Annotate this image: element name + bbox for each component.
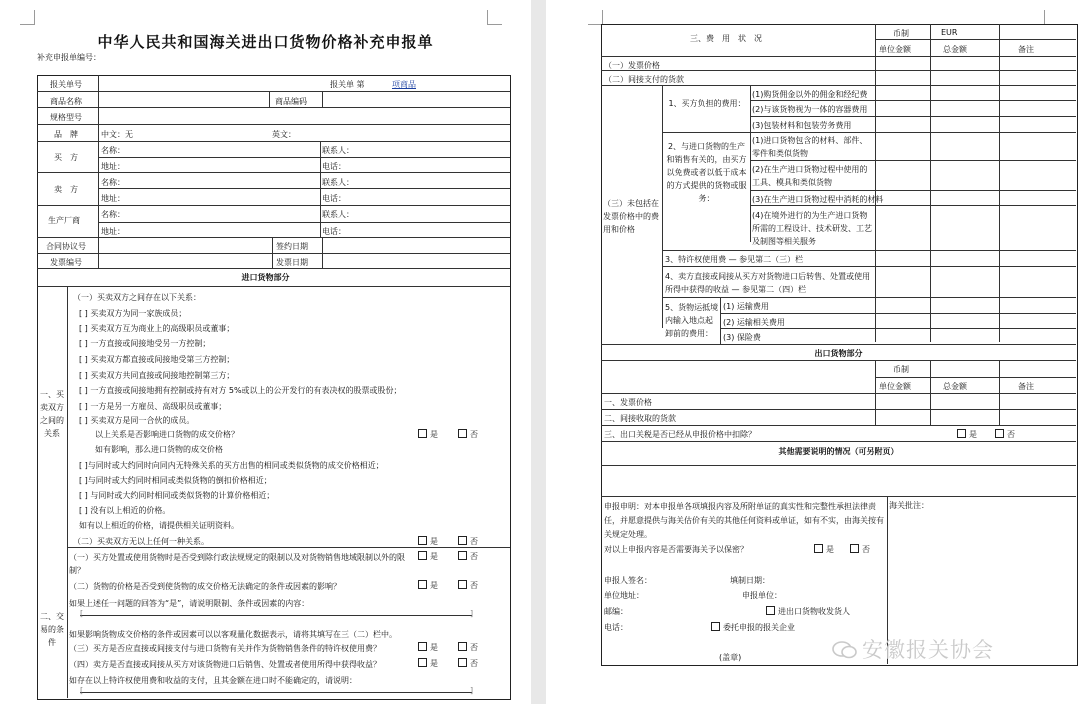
export-currency-label: 币制 xyxy=(893,365,909,374)
checkbox[interactable] xyxy=(850,544,859,553)
no-label: 否 xyxy=(470,659,478,668)
trade-line-1: （二）货物的价格是否受到使货物的成交价格无法确定的条件或因素的影响？ xyxy=(69,582,341,591)
yes-label: 是 xyxy=(430,643,438,652)
no-label: 否 xyxy=(862,545,870,554)
no-label: 否 xyxy=(1007,430,1015,439)
signer-label: 申报人签名： xyxy=(604,576,652,585)
no-relation-yes[interactable] xyxy=(418,536,438,547)
checkbox[interactable] xyxy=(458,551,467,560)
other-info-heading: 其他需要说明的情况（可另附页） xyxy=(778,447,899,456)
export-col-total: 总金额 xyxy=(943,382,967,391)
seller-phone: 电话： xyxy=(322,194,346,203)
checkbox[interactable] xyxy=(458,642,467,651)
confidential-yes[interactable] xyxy=(814,544,834,555)
export-section-heading: 出口货物部分 xyxy=(814,349,863,358)
buyer-cost-1: (1)购货佣金以外的佣金和经纪费 xyxy=(752,90,868,99)
relation-line-10: 如有影响，那么进口货物的成交价格 xyxy=(95,445,223,454)
label-declaration-ref: 报关单 第 xyxy=(330,80,365,89)
label-brand: 品 牌 xyxy=(54,130,78,139)
no-label: 否 xyxy=(470,537,478,546)
manufacturer-phone: 电话： xyxy=(322,227,346,236)
row-invoice-price: （一）发票价格 xyxy=(604,61,660,70)
yes-label: 是 xyxy=(430,430,438,439)
free-supply-2: (2)在生产进口货物过程中使用的工具、模具和类似货物 xyxy=(752,165,868,187)
export-row-duty: 三、出口关税是否已经从申报价格中扣除？ xyxy=(604,430,756,439)
trade-line-3: 如果影响货物成交价格的条件或因素可以以客观量化数据表示，请将其填写在三（二）栏中。 xyxy=(69,630,397,639)
buyer-contact: 联系人： xyxy=(322,146,354,155)
buyer-name: 名称： xyxy=(101,146,125,155)
free-supply-1: (1)进口货物包含的材料、部件、零件和类似货物 xyxy=(752,136,868,158)
declaration-statement: 申报申明：对本申报单各项填报内容及所附单证的真实性和完整性承担法律责任，并愿意提供与海关估价有关的其他任何资料或单证，如有不实，由海关按有关规定处理。 xyxy=(604,502,884,539)
manufacturer-contact: 联系人： xyxy=(322,210,354,219)
buyer-cost-3: (3)包装材料和包装劳务费用 xyxy=(752,121,852,130)
trade-royalty-no[interactable] xyxy=(458,642,478,653)
free-supply-3: (3)在生产进口货物过程中消耗的材料 xyxy=(752,195,884,204)
explanation-field-close-0: ] xyxy=(470,609,474,618)
relation-line-12: [ ]与同时或大约同时相同或类似货物的倒扣价格相近； xyxy=(79,476,272,485)
label-contract-no: 合同协议号 xyxy=(46,242,86,251)
checkbox[interactable] xyxy=(458,580,467,589)
freight-3: (3) 保险费 xyxy=(723,333,761,342)
label-declaration-no: 报关单号 xyxy=(50,80,82,89)
trade-line-2: 如果上述任一问题的回答为“是”，请说明限制、条件或因素的内容： xyxy=(69,599,310,608)
trade-line-0: （一）买方处置或使用货物时是否受到除行政法规规定的限制以及对货物销售地域限制以外的限制？ xyxy=(69,553,405,575)
checkbox[interactable] xyxy=(418,551,427,560)
watermark-text: 安徽报关协会 xyxy=(862,638,994,662)
trade-line-5: （四）卖方是否直接或间接从买方对该货物进口后销售、处置或者使用所得中获得收益？ xyxy=(69,660,381,669)
export-col-note: 备注 xyxy=(1018,382,1034,391)
fill-date-label: 填制日期： xyxy=(730,576,770,585)
no-label: 否 xyxy=(470,430,478,439)
cost-title: 三、费 用 状 况 xyxy=(690,34,762,43)
checkbox[interactable] xyxy=(418,658,427,667)
relation-group-label: 一、买卖双方之间的关系 xyxy=(40,390,64,438)
explanation-field-open-1[interactable]: [ xyxy=(80,686,84,695)
no-label: 否 xyxy=(470,643,478,652)
freight-2: (2) 运输相关费用 xyxy=(723,318,785,327)
wechat-icon xyxy=(832,640,858,660)
confidential-no[interactable] xyxy=(850,544,870,555)
free-supply-4: (4)在境外进行的为生产进口货物所需的工程设计、技术研发、工艺及制图等相关服务 xyxy=(752,211,872,246)
relation-line-2: [ ] 买卖双方互为商业上的高级职员或董事； xyxy=(79,324,235,333)
buyer-address: 地址： xyxy=(101,162,125,171)
relation-line-0: （一）买卖双方之间存在以下关系： xyxy=(73,293,201,302)
row-freight: 5、货物运抵境内输入地点起卸前的费用： xyxy=(665,303,719,338)
relation-line-16: （二）买卖双方无以上任何一种关系。 xyxy=(73,537,209,546)
checkbox[interactable] xyxy=(418,642,427,651)
currency-value: EUR xyxy=(941,28,958,37)
no-label: 否 xyxy=(470,581,478,590)
export-col-unit: 单位金额 xyxy=(879,382,911,391)
brand-english: 英文： xyxy=(272,130,296,139)
phone-label: 电话： xyxy=(604,623,628,632)
row-proceeds: 4、卖方直接或间接从买方对货物进口后转售、处置或使用所得中获得的收益 — 参见第二（四）栏 xyxy=(665,272,871,294)
row-royalty: 3、特许权使用费 — 参见第二（三）栏 xyxy=(665,255,804,264)
checkbox[interactable] xyxy=(814,544,823,553)
label-item-no: 项商品 xyxy=(392,80,416,89)
export-duty-yes[interactable] xyxy=(957,429,977,440)
trade-proceeds-yes[interactable] xyxy=(418,658,438,669)
relation-line-7: [ ] 一方是另一方雇员、高级职员或董事； xyxy=(79,402,227,411)
seller-contact: 联系人： xyxy=(322,178,354,187)
yes-label: 是 xyxy=(430,537,438,546)
yes-label: 是 xyxy=(969,430,977,439)
trade-group-label: 二、交易的条件 xyxy=(40,612,64,647)
col-total-amount: 总金额 xyxy=(943,45,967,54)
label-invoice-date: 发票日期 xyxy=(276,258,308,267)
confidential-question: 对以上申报内容是否需要海关予以保密？ xyxy=(604,545,748,554)
relation-line-11: [ ]与同时或大约同时向同内无特殊关系的买方出售的相同或类似货物的成交价格相近； xyxy=(79,461,384,470)
row-free-supply: 2、与进口货物的生产和销售有关的，由买方以免费或者以低于成本的方式提供的货物或服务： xyxy=(666,142,747,203)
explanation-field-close-1: ] xyxy=(470,686,474,695)
seller-name: 名称： xyxy=(101,178,125,187)
form-page-left xyxy=(0,0,531,704)
trade-proceeds-no[interactable] xyxy=(458,658,478,669)
yes-label: 是 xyxy=(430,581,438,590)
form-page-right xyxy=(546,0,1080,704)
relation-line-9: 以上关系是否影响进口货物的成交价格？ xyxy=(95,430,239,439)
checkbox[interactable] xyxy=(458,536,467,545)
row-group-not-included: （三）未包括在发票价格中的费用和价格 xyxy=(603,199,659,234)
label-buyer: 买 方 xyxy=(54,153,78,162)
checkbox[interactable] xyxy=(458,429,467,438)
manufacturer-address: 地址： xyxy=(101,227,125,236)
relation-line-14: [ ] 没有以上相近的价格。 xyxy=(79,506,171,515)
checkbox[interactable] xyxy=(418,536,427,545)
buyer-cost-2: (2)与该货物视为一体的容器费用 xyxy=(752,105,868,114)
trade-line-4: （三）买方是否应直接或间接支付与进口货物有关并作为货物销售条件的特许权使用费？ xyxy=(69,644,381,653)
form-title: 中华人民共和国海关进出口货物价格补充申报单 xyxy=(97,33,434,51)
checkbox[interactable] xyxy=(418,429,427,438)
trade-restriction-no[interactable] xyxy=(458,551,478,562)
export-row-indirect: 二、间接收取的货款 xyxy=(604,414,676,423)
currency-label: 币制 xyxy=(893,29,909,38)
relation-line-8: [ ] 买卖双方是同一合伙的成员。 xyxy=(79,416,195,425)
relation-affects-no[interactable] xyxy=(458,429,478,440)
export-duty-no[interactable] xyxy=(995,429,1015,440)
declarer-unit-label: 申报单位： xyxy=(742,591,782,600)
trade-restriction-yes[interactable] xyxy=(418,551,438,562)
trade-royalty-yes[interactable] xyxy=(418,642,438,653)
form-number-label: 补充申报单编号： xyxy=(37,53,101,62)
seal-label: (盖章) xyxy=(719,653,742,662)
row-indirect-payment: （二）间接支付的货款 xyxy=(604,75,684,84)
yes-label: 是 xyxy=(826,545,834,554)
label-manufacturer: 生产厂商 xyxy=(48,216,80,225)
agent-option[interactable] xyxy=(711,622,795,633)
brand-chinese: 中文：无 xyxy=(101,130,133,139)
relation-line-5: [ ] 买卖双方共同直接或间接地控制第三方； xyxy=(79,371,235,380)
checkbox[interactable] xyxy=(711,622,720,631)
export-row-invoice: 一、发票价格 xyxy=(604,398,652,407)
checkbox[interactable] xyxy=(957,429,966,438)
label-sign-date: 签约日期 xyxy=(276,242,308,251)
label-spec: 规格型号 xyxy=(50,113,82,122)
relation-line-4: [ ] 买卖双方都直接或间接地受第三方控制； xyxy=(79,355,235,364)
no-label: 否 xyxy=(470,552,478,561)
manufacturer-name: 名称： xyxy=(101,210,125,219)
label-goods-code: 商品编码 xyxy=(275,97,307,106)
checkbox[interactable] xyxy=(995,429,1004,438)
label-goods-name: 商品名称 xyxy=(50,97,82,106)
relation-line-13: [ ] 与同时或大约同时相同或类似货物的计算价格相近； xyxy=(79,491,275,500)
postcode-label: 邮编： xyxy=(604,607,628,616)
relation-line-1: [ ] 买卖双方为同一家族成员； xyxy=(79,309,187,318)
label-invoice-no: 发票编号 xyxy=(50,258,82,267)
label-seller: 卖 方 xyxy=(54,185,78,194)
freight-1: (1) 运输费用 xyxy=(723,302,769,311)
checkbox[interactable] xyxy=(418,580,427,589)
trade-line-6: 如存在以上特许权使用费和收益的支付，且其金额在进口时不能确定的，请说明： xyxy=(69,676,357,685)
customs-note-label: 海关批注： xyxy=(889,501,929,510)
col-unit-amount: 单位金额 xyxy=(879,45,911,54)
relation-line-3: [ ] 一方直接或间接地受另一方控制； xyxy=(79,339,211,348)
checkbox[interactable] xyxy=(458,658,467,667)
trade-condition-no[interactable] xyxy=(458,580,478,591)
col-note: 备注 xyxy=(1018,45,1034,54)
consignee-option[interactable] xyxy=(766,606,850,617)
yes-label: 是 xyxy=(430,552,438,561)
import-section-heading: 进口货物部分 xyxy=(241,273,290,282)
seller-address: 地址： xyxy=(101,194,125,203)
buyer-phone: 电话： xyxy=(322,162,346,171)
agent-label: 委托申报的报关企业 xyxy=(723,623,795,632)
relation-line-15: 如有以上相近的价格，请提供相关证明资料。 xyxy=(79,521,239,530)
relation-affects-yes[interactable] xyxy=(418,429,438,440)
explanation-field-open-0[interactable]: [ xyxy=(80,609,84,618)
unit-address-label: 单位地址： xyxy=(604,591,644,600)
trade-condition-yes[interactable] xyxy=(418,580,438,591)
relation-line-6: [ ] 一方直接或间接地拥有控制或持有对方 5%或以上的公开发行的有表决权的股票或股份； xyxy=(79,386,402,395)
yes-label: 是 xyxy=(430,659,438,668)
row-buyer-costs: 1、买方负担的费用： xyxy=(668,99,746,108)
checkbox[interactable] xyxy=(766,606,775,615)
no-relation-no[interactable] xyxy=(458,536,478,547)
consignee-label: 进出口货物收发货人 xyxy=(778,607,850,616)
